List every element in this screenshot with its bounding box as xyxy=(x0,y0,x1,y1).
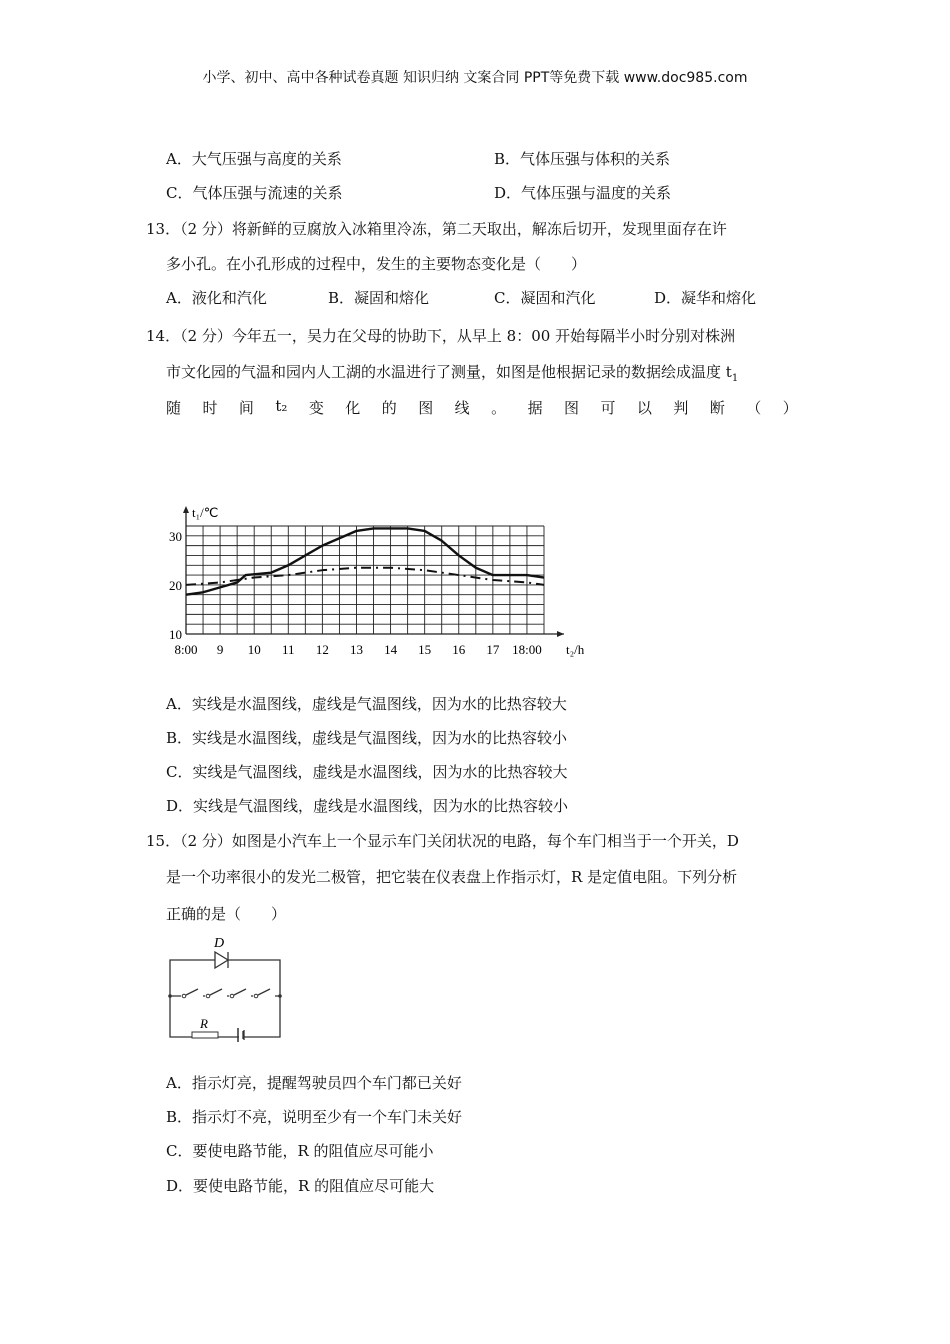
q14-stem-3-char: 据 xyxy=(527,399,543,417)
q14-option-a: A．实线是水温图线，虚线是气温图线，因为水的比热容较大 xyxy=(166,695,567,713)
q15-option-a: A．指示灯亮，提醒驾驶员四个车门都已关好 xyxy=(166,1074,462,1092)
page-header: 小学、初中、高中各种试卷真题 知识归纳 文案合同 PPT等免费下载 www.doc985.com xyxy=(202,70,748,86)
q12-option-a: A．大气压强与高度的关系 xyxy=(166,150,342,168)
x-tick-label: 17 xyxy=(486,642,500,657)
q14-stem: 14．（2 分）今年五一，吴力在父母的协助下，从早上 8：00 开始每隔半小时分别对株洲 xyxy=(146,327,736,345)
q13-option-b: B．凝固和熔化 xyxy=(328,289,430,307)
q15-stem: 15．（2 分）如图是小汽车上一个显示车门关闭状况的电路，每个车门相当于一个开关，D xyxy=(146,832,739,850)
q12-option-c: C．气体压强与流速的关系 xyxy=(166,184,343,202)
q12-option-b: B．气体压强与体积的关系 xyxy=(494,150,671,168)
y-tick-label: 30 xyxy=(169,528,182,544)
q14-option-c: C．实线是气温图线，虚线是水温图线，因为水的比热容较大 xyxy=(166,763,568,781)
q14-stem-3-char: 图 xyxy=(418,399,434,417)
x-tick-label: 12 xyxy=(315,642,329,657)
temperature-chart xyxy=(160,500,590,665)
x-tick-label: 8:00 xyxy=(174,642,198,657)
x-tick-label: 11 xyxy=(282,642,295,657)
q13-stem-2: 多小孔。在小孔形成的过程中，发生的主要物态变化是（ ） xyxy=(166,255,587,273)
x-tick-label: 9 xyxy=(216,642,224,657)
y-tick-label: 20 xyxy=(169,577,182,593)
q14-stem-3-char: 的 xyxy=(381,399,397,417)
q15-stem-2: 是一个功率很小的发光二极管，把它装在仪表盘上作指示灯，R 是定值电阻。下列分析 xyxy=(166,868,738,886)
q14-option-b: B．实线是水温图线，虚线是气温图线，因为水的比热容较小 xyxy=(166,729,568,747)
q13-option-a: A．液化和汽化 xyxy=(166,289,267,307)
q14-stem-3-char: 化 xyxy=(345,399,361,417)
resistor xyxy=(192,1032,218,1038)
diode-label: D xyxy=(214,936,225,951)
x-tick-label: 15 xyxy=(418,642,432,657)
q14-option-d: D．实线是气温图线，虚线是水温图线，因为水的比热容较小 xyxy=(166,797,569,815)
q15-option-b: B．指示灯不亮，说明至少有一个车门未关好 xyxy=(166,1108,463,1126)
circuit-diagram xyxy=(160,930,290,1045)
x-tick-label: 10 xyxy=(247,642,261,657)
q14-stem-3-char: 。 xyxy=(491,399,507,417)
q14-stem-3 xyxy=(166,397,798,418)
q14-stem-3-char: 随 xyxy=(166,399,182,417)
q15-option-c: C．要使电路节能，R 的阻值应尽可能小 xyxy=(166,1142,434,1160)
q14-stem-3-char: 线 xyxy=(454,399,470,417)
q14-sub: 1 xyxy=(731,373,739,384)
series-dashed-line xyxy=(186,568,544,585)
q13-option-c: C．凝固和汽化 xyxy=(494,289,596,307)
q14-stem-3-char: 断 xyxy=(709,399,725,417)
q12-option-d: D．气体压强与温度的关系 xyxy=(494,184,672,202)
q14-stem-2: 市文化园的气温和园内人工湖的水温进行了测量，如图是他根据记录的数据绘成温度 t xyxy=(166,363,732,381)
q13-option-d: D．凝华和熔化 xyxy=(654,289,757,307)
q15-stem-3: 正确的是（ ） xyxy=(166,905,287,923)
q14-stem-3-char: 变 xyxy=(308,399,324,417)
q14-stem-3-char: 判 xyxy=(673,399,689,417)
q14-stem-3-char: 以 xyxy=(636,399,652,417)
resistor-label: R xyxy=(200,1016,208,1031)
q14-stem-3-char: 可 xyxy=(600,399,616,417)
x-tick-label: 18:00 xyxy=(512,642,542,657)
diode-icon xyxy=(215,952,228,968)
x-tick-label: 13 xyxy=(349,642,363,657)
door-switches xyxy=(168,989,282,1000)
y-axis-label: t₁/℃ xyxy=(192,505,219,520)
q14-stem-3-char: 图 xyxy=(564,399,580,417)
q13-stem: 13．（2 分）将新鲜的豆腐放入冰箱里冷冻，第二天取出，解冻后切开，发现里面存在许 xyxy=(146,220,727,238)
x-tick-label: 14 xyxy=(384,642,398,657)
q14-stem-3-char: 时 xyxy=(202,399,218,417)
q15-option-d: D．要使电路节能，R 的阻值应尽可能大 xyxy=(166,1177,435,1195)
y-tick-label: 10 xyxy=(169,627,182,642)
q14-stem-3-char: ） xyxy=(782,399,798,417)
q14-stem-3-char: t₂ xyxy=(275,397,288,415)
q14-stem-3-char: 间 xyxy=(238,399,254,417)
x-tick-label: 16 xyxy=(452,642,466,657)
q14-stem-3-char: （ xyxy=(746,399,762,417)
x-axis-label: t₂/h xyxy=(566,642,585,657)
